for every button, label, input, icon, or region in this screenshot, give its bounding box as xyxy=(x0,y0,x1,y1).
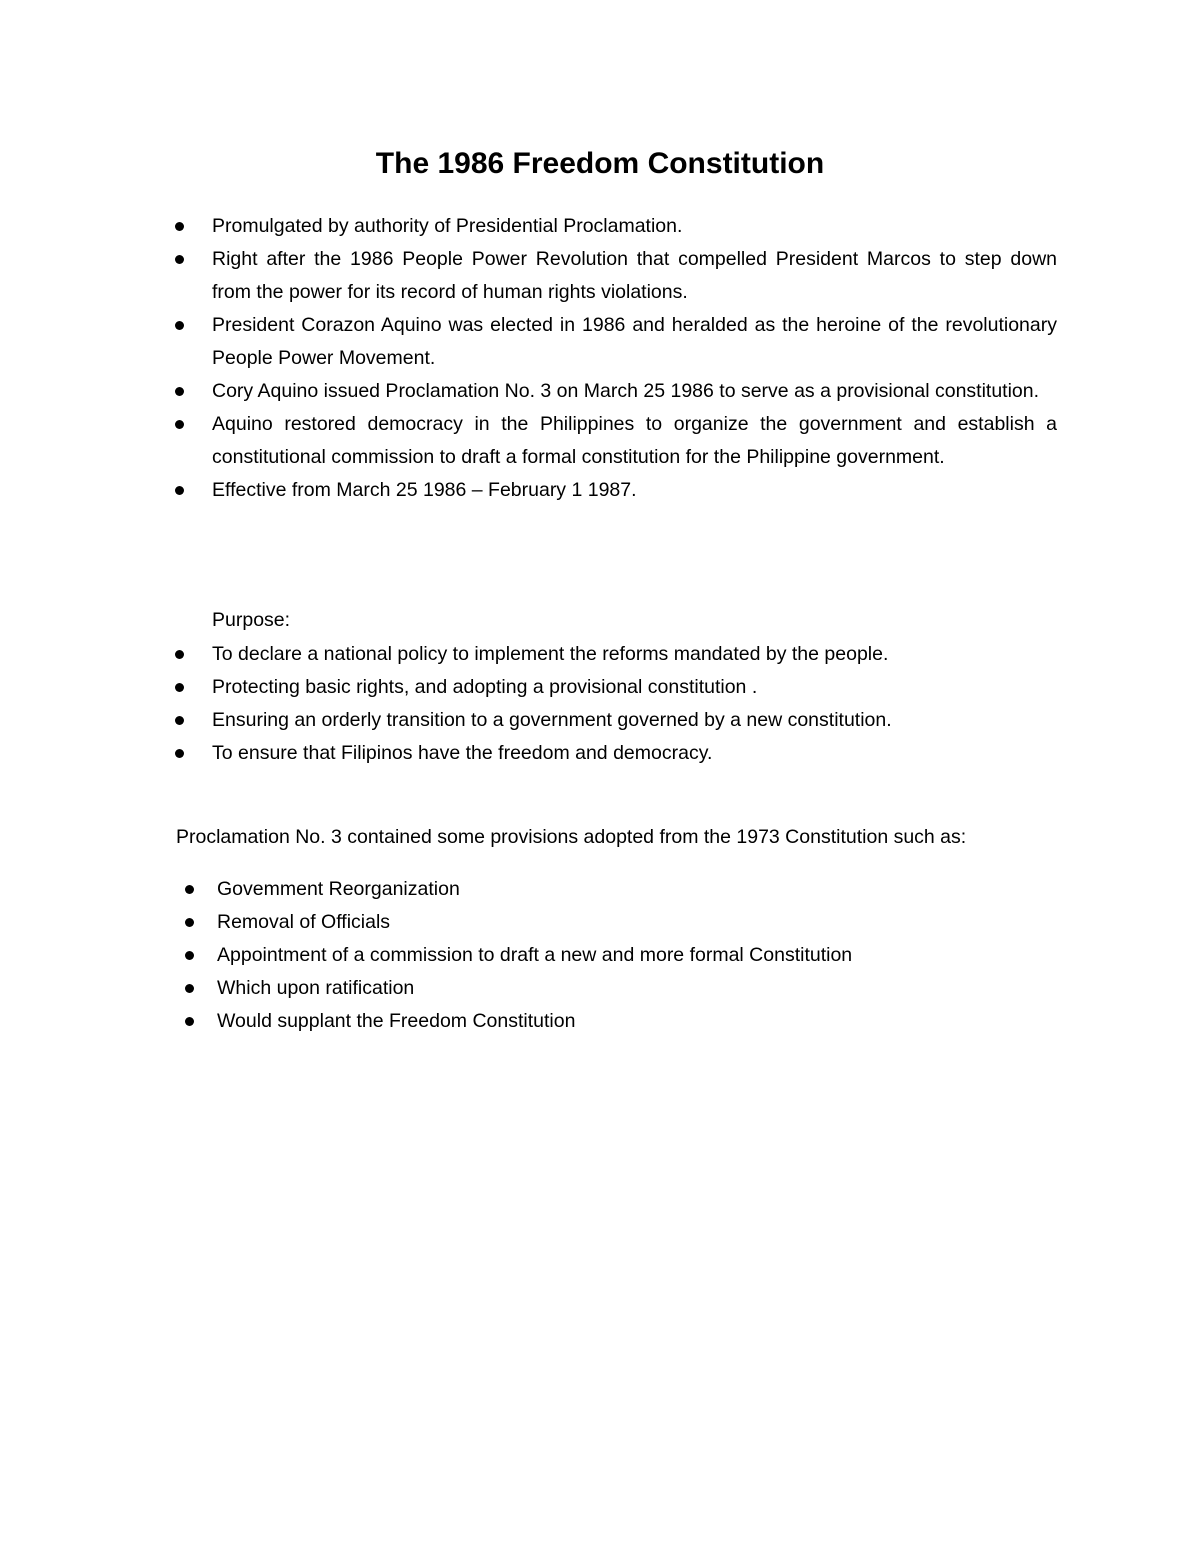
bullet-icon xyxy=(175,420,184,429)
list-item-text: Promulgated by authority of Presidential Proclamation. xyxy=(212,215,683,237)
bullet-icon xyxy=(175,683,184,692)
document-title: The 1986 Freedom Constitution xyxy=(375,147,825,180)
bullet-icon xyxy=(185,984,194,993)
provisions-intro-paragraph: Proclamation No. 3 contained some provisions adopted from the 1973 Constitution such as: xyxy=(176,826,967,848)
list-item-text: To ensure that Filipinos have the freedom and democracy. xyxy=(212,742,713,764)
list-item xyxy=(212,408,1057,474)
purpose-heading: Purpose: xyxy=(212,609,291,631)
list-item-text: Cory Aquino issued Proclamation No. 3 on March 25 1986 to serve as a provisional constitution. xyxy=(212,380,1040,402)
list-item xyxy=(212,671,1057,704)
list-item xyxy=(212,210,1057,243)
list-item-text: Removal of Officials xyxy=(217,911,391,933)
bullet-icon xyxy=(185,1017,194,1026)
list-item xyxy=(217,1005,1057,1038)
bullet-icon xyxy=(175,716,184,725)
list-item-text: Aquino restored democracy in the Philippines to organize the government and establish a constitutional commission to draft a formal constitution for the Philippine government. xyxy=(212,413,1057,468)
list-item xyxy=(212,309,1057,375)
list-item xyxy=(217,873,1057,906)
bullet-icon xyxy=(175,749,184,758)
list-item-text: Would supplant the Freedom Constitution xyxy=(217,1010,576,1032)
list-item xyxy=(217,906,1057,939)
list-item-text: Right after the 1986 People Power Revolution that compelled President Marcos to step down from the power for its record of human rights violations. xyxy=(212,248,1057,303)
list-item xyxy=(212,638,1057,671)
list-item xyxy=(212,474,1057,507)
list-item xyxy=(212,375,1057,408)
list-item xyxy=(212,704,1057,737)
main-bullet-list xyxy=(212,210,1057,507)
list-item xyxy=(217,972,1057,1005)
list-item-text: To declare a national policy to implement the reforms mandated by the people. xyxy=(212,643,889,665)
bullet-icon xyxy=(185,885,194,894)
list-item-text: Ensuring an orderly transition to a government governed by a new constitution. xyxy=(212,709,892,731)
list-item xyxy=(212,243,1057,309)
list-item-text: Protecting basic rights, and adopting a provisional constitution . xyxy=(212,676,758,698)
bullet-icon xyxy=(175,486,184,495)
bullet-icon xyxy=(175,650,184,659)
purpose-bullet-list xyxy=(212,638,1057,770)
list-item-text: Govemment Reorganization xyxy=(217,878,460,900)
bullet-icon xyxy=(175,321,184,330)
list-item xyxy=(217,939,1057,972)
list-item-text: Appointment of a commission to draft a new and more formal Constitution xyxy=(217,944,853,966)
provisions-bullet-list xyxy=(217,873,1057,1038)
list-item-text: Effective from March 25 1986 – February 1 1987. xyxy=(212,479,637,501)
bullet-icon xyxy=(185,951,194,960)
bullet-icon xyxy=(175,222,184,231)
list-item-text: President Corazon Aquino was elected in 1986 and heralded as the heroine of the revolutionary People Power Movement. xyxy=(212,314,1057,369)
bullet-icon xyxy=(185,918,194,927)
bullet-icon xyxy=(175,255,184,264)
list-item xyxy=(212,737,1057,770)
bullet-icon xyxy=(175,387,184,396)
list-item-text: Which upon ratification xyxy=(217,977,415,999)
